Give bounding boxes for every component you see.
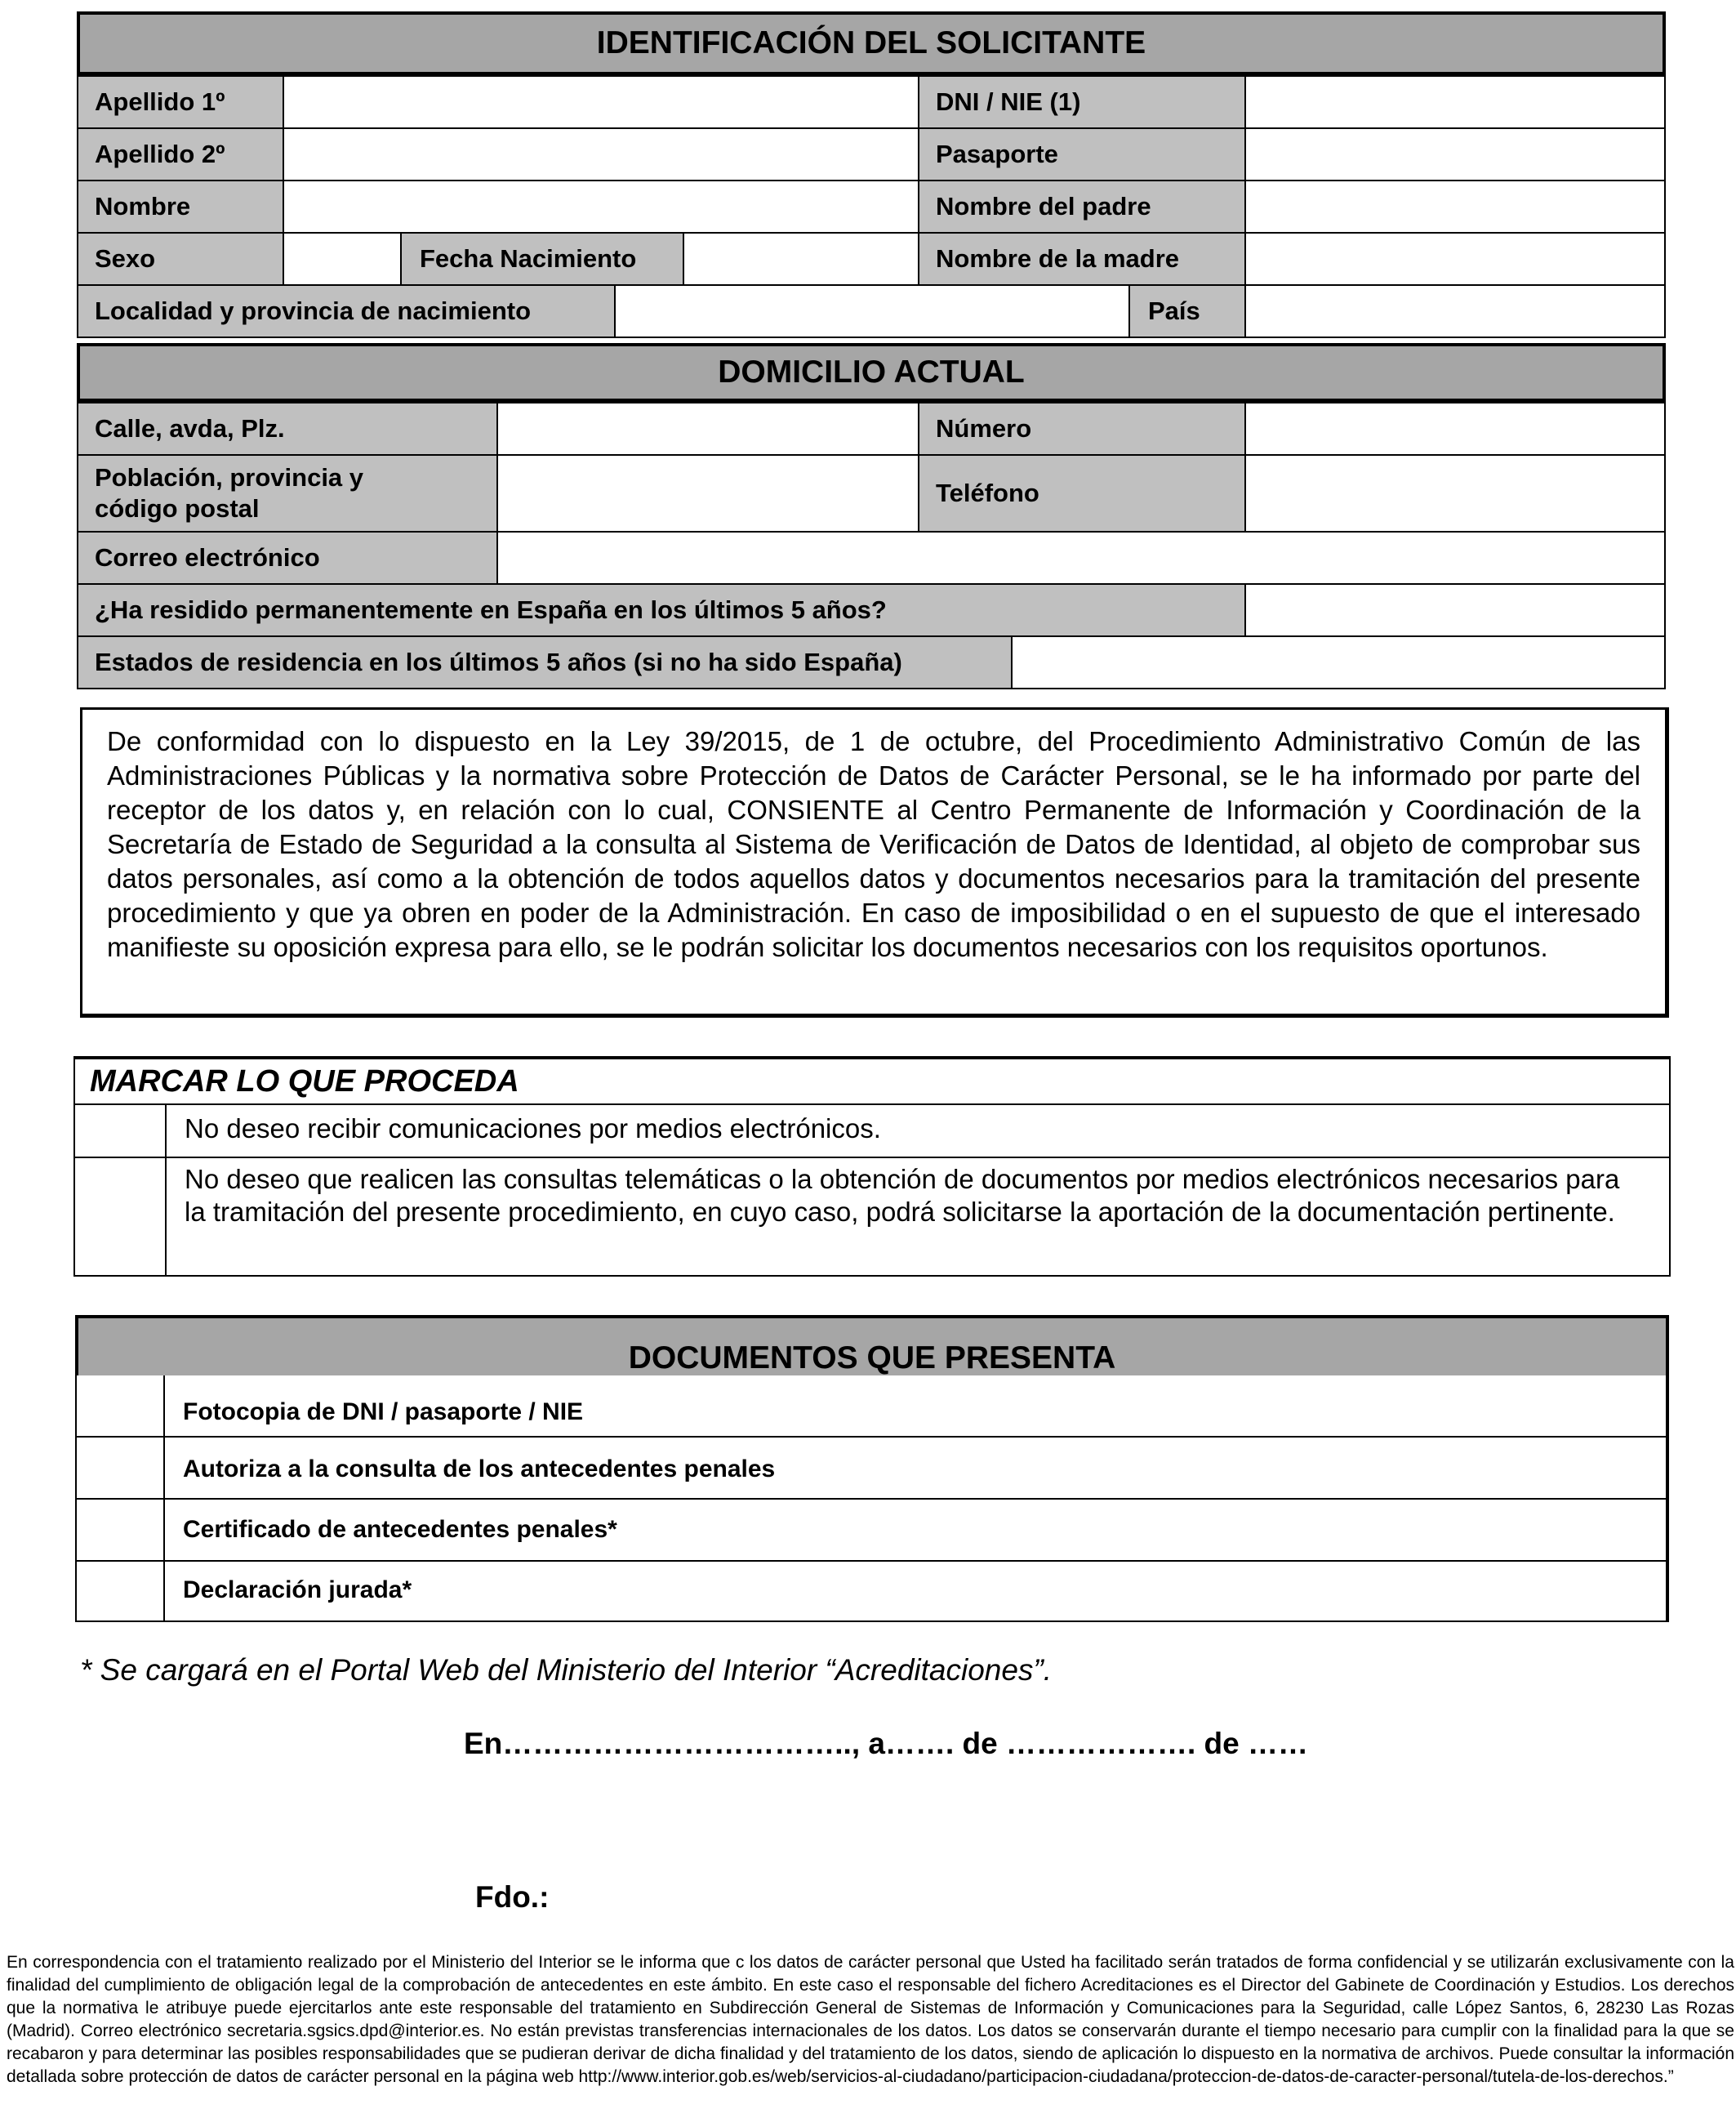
signature-label: Fdo.: bbox=[475, 1880, 550, 1914]
marcar-checkbox-2[interactable] bbox=[75, 1158, 165, 1277]
documento-checkbox-2[interactable] bbox=[77, 1438, 163, 1498]
marcar-title: MARCAR LO QUE PROCEDA bbox=[90, 1064, 519, 1099]
documentos-divider-2 bbox=[75, 1498, 1669, 1500]
marcar-option-1: No deseo recibir comunicaciones por medios electrónicos. bbox=[185, 1113, 881, 1143]
fecha-nacimiento-field[interactable] bbox=[683, 232, 919, 286]
poblacion-label: Población, provincia y código postal bbox=[77, 454, 498, 533]
marcar-divider-top bbox=[73, 1103, 1671, 1105]
marcar-option-2: No deseo que realicen las consultas telemáticas o la obtención de documentos por medios electrónicos necesarios para la tramitación del presente procedimiento, en cuyo caso, podrá solicitarse la aportación de la documentación pertinente. bbox=[185, 1164, 1620, 1227]
domicilio-title: DOMICILIO ACTUAL bbox=[718, 354, 1025, 390]
calle-label: Calle, avda, Plz. bbox=[77, 402, 498, 456]
apellido1-field[interactable] bbox=[283, 75, 919, 129]
nombre-padre-field[interactable] bbox=[1244, 180, 1666, 234]
documentos-divider-1 bbox=[75, 1436, 1669, 1438]
consent-text: De conformidad con lo dispuesto en la Ley 39/2015, de 1 de octubre, del Procedimiento Administrativo Común de las Administraciones Públicas y la normativa sobre Protección de Datos de Carácter Personal, se le ha informado por parte del receptor de los datos y, en relación con lo cual, CONSIENTE al Centro Permanente de Información y Coordinación de la Secretaría de Estado de Seguridad a la consulta al Sistema de Verificación de Datos de Identidad, al objeto de comprobar sus datos personales, así como a la obtención de todos aquellos datos y documentos necesarios para la tramitación del presente procedimiento y que ya obren en poder de la Administración. En caso de imposibilidad o en el supuesto de que el interesado manifieste su oposición expresa para ello, se le podrán solicitar los documentos necesarios con los requisitos oportunos. bbox=[107, 726, 1640, 962]
footer-text: En correspondencia con el tratamiento realizado por el Ministerio del Interior se le informa que c los datos de carácter personal que Usted ha facilitado serán tratados de forma confidencial y se utilizarán exclusivamente con la finalidad del cumplimiento de obligación legal de la comprobación de antecedentes en este ámbito. En este caso el responsable del fichero Acreditaciones es el Director del Gabinete de Coordinación y Estudios. Los derechos que la normativa le atribuye puede ejercitarlos ante este responsable del tratamiento en Subdirección General de Sistemas de Información y Comunicaciones para la Seguridad, calle López Santos, 6, 28230 Las Rozas (Madrid). Correo electrónico secretaria.sgsics.dpd@interior.es. No están previstas transferencias internacionales de los datos. Los datos se conservarán durante el tiempo necesario para cumplir con la finalidad para la que se recabaron y para determinar las posibles responsabilidades que se pudieran derivar de dicha finalidad y del tratamiento de los datos, siendo de aplicación lo dispuesto en la normativa de archivos. Puede consultar la información detallada sobre protección de datos de carácter personal en la página web bbox=[7, 1953, 1734, 2086]
apellido2-label: Apellido 2º bbox=[77, 127, 284, 181]
apellido2-field[interactable] bbox=[283, 127, 919, 181]
numero-field[interactable] bbox=[1244, 402, 1666, 456]
residido-label: ¿Ha residido permanentemente en España en los últimos 5 años? bbox=[77, 583, 1246, 637]
date-line: En…………………………….., a……. de ………………. de …… bbox=[464, 1727, 1309, 1760]
correo-field[interactable] bbox=[496, 531, 1666, 585]
telefono-label: Teléfono bbox=[918, 454, 1246, 533]
dni-nie-field[interactable] bbox=[1244, 75, 1666, 129]
pasaporte-label: Pasaporte bbox=[918, 127, 1246, 181]
estados-label: Estados de residencia en los últimos 5 años (si no ha sido España) bbox=[77, 635, 1013, 689]
nombre-label: Nombre bbox=[77, 180, 284, 234]
documento-checkbox-3[interactable] bbox=[77, 1500, 163, 1560]
localidad-nacimiento-label: Localidad y provincia de nacimiento bbox=[77, 284, 616, 338]
pais-label: País bbox=[1128, 284, 1246, 338]
footer-link-suffix: .” bbox=[1663, 2067, 1674, 2086]
telefono-field[interactable] bbox=[1244, 454, 1666, 533]
poblacion-field[interactable] bbox=[496, 454, 919, 533]
apellido1-label: Apellido 1º bbox=[77, 75, 284, 129]
marcar-checkbox-column-line bbox=[165, 1103, 167, 1277]
nombre-madre-field[interactable] bbox=[1244, 232, 1666, 286]
correo-label: Correo electrónico bbox=[77, 531, 498, 585]
fecha-nacimiento-label: Fecha Nacimiento bbox=[400, 232, 684, 286]
documento-item-4: Declaración jurada* bbox=[183, 1576, 412, 1603]
estados-field[interactable] bbox=[1011, 635, 1666, 689]
dni-nie-label: DNI / NIE (1) bbox=[918, 75, 1246, 129]
documento-item-3: Certificado de antecedentes penales* bbox=[183, 1516, 617, 1543]
acreditaciones-note: * Se cargará en el Portal Web del Ministerio del Interior “Acreditaciones”. bbox=[80, 1653, 1053, 1687]
sexo-label: Sexo bbox=[77, 232, 284, 286]
pais-field[interactable] bbox=[1244, 284, 1666, 338]
data-protection-footer bbox=[7, 1951, 1734, 2089]
calle-field[interactable] bbox=[496, 402, 919, 456]
identificacion-title: IDENTIFICACIÓN DEL SOLICITANTE bbox=[596, 25, 1146, 60]
sexo-field[interactable] bbox=[283, 232, 402, 286]
localidad-nacimiento-field[interactable] bbox=[614, 284, 1130, 338]
nombre-padre-label: Nombre del padre bbox=[918, 180, 1246, 234]
domicilio-header bbox=[77, 343, 1666, 402]
marcar-checkbox-1[interactable] bbox=[75, 1105, 165, 1157]
documento-checkbox-4[interactable] bbox=[77, 1562, 163, 1622]
documento-checkbox-1[interactable] bbox=[77, 1375, 163, 1436]
marcar-divider-mid bbox=[73, 1157, 1671, 1158]
documento-item-2: Autoriza a la consulta de los antecedentes penales bbox=[183, 1456, 776, 1482]
residido-field[interactable] bbox=[1244, 583, 1666, 637]
identificacion-header bbox=[77, 11, 1666, 75]
nombre-madre-label: Nombre de la madre bbox=[918, 232, 1246, 286]
documentos-title: DOCUMENTOS QUE PRESENTA bbox=[628, 1340, 1116, 1375]
documentos-header bbox=[75, 1315, 1669, 1375]
consent-box bbox=[80, 707, 1669, 1018]
pasaporte-field[interactable] bbox=[1244, 127, 1666, 181]
documentos-divider-3 bbox=[75, 1560, 1669, 1562]
nombre-field[interactable] bbox=[283, 180, 919, 234]
footer-link[interactable]: http://www.interior.gob.es/web/servicios-al-ciudadano/participacion-ciudadana/proteccion-de-datos-de-caracter-personal/tutela-de-los-derechos bbox=[578, 2067, 1663, 2086]
numero-label: Número bbox=[918, 402, 1246, 456]
documento-item-1: Fotocopia de DNI / pasaporte / NIE bbox=[183, 1398, 584, 1425]
